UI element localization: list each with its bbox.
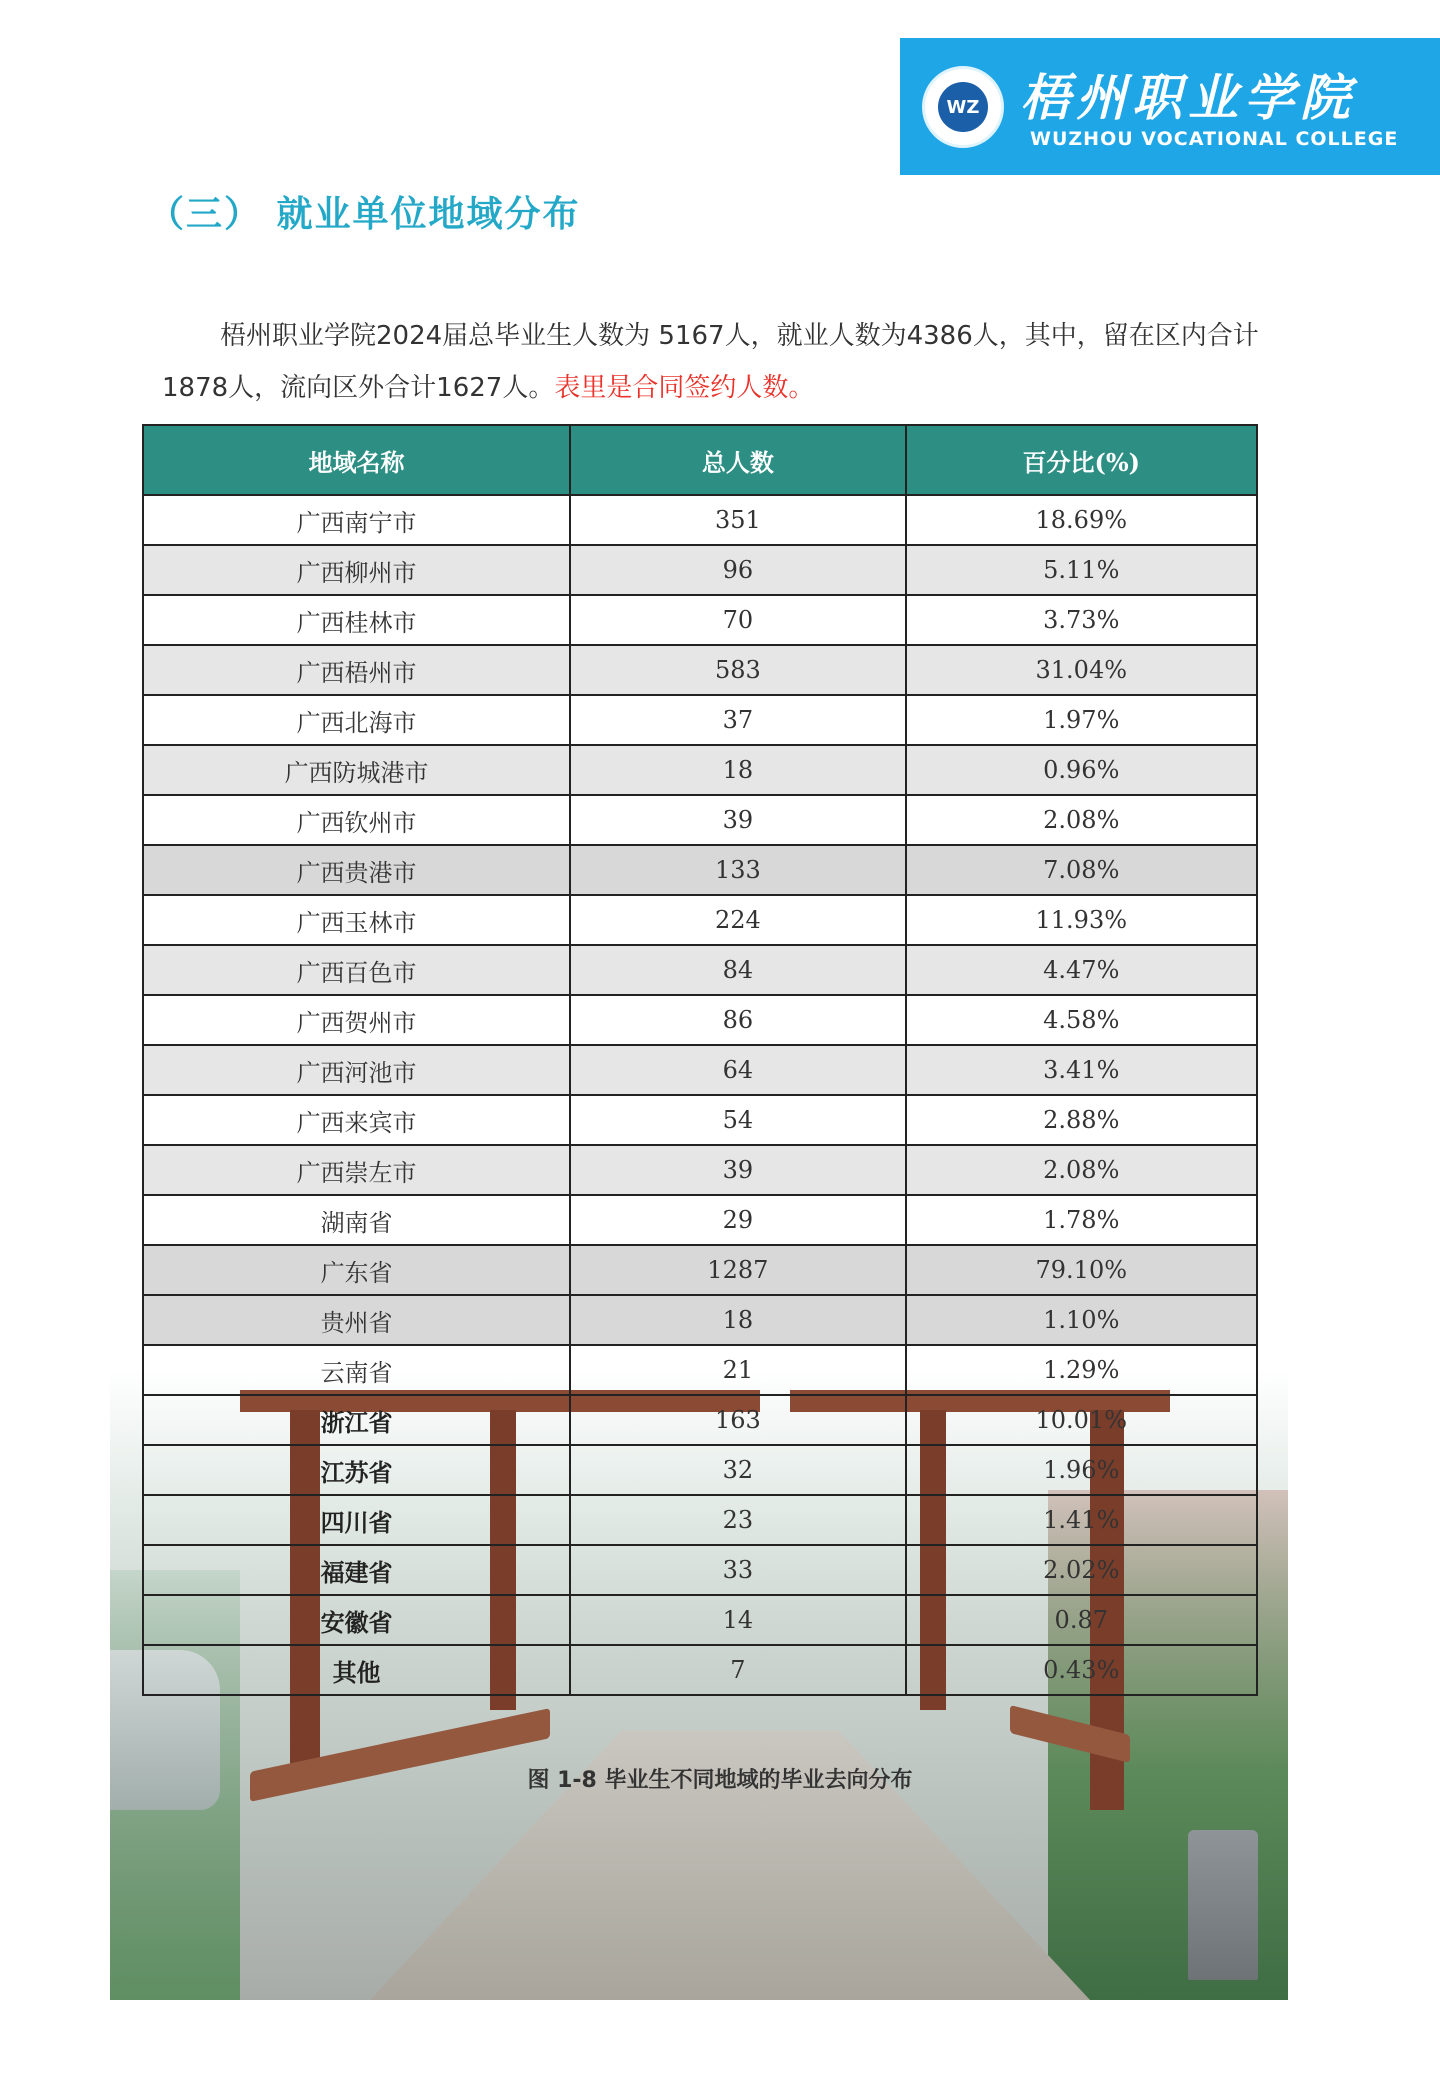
cell-percent: 5.11% bbox=[906, 545, 1257, 595]
college-name-cn: 梧州职业学院 bbox=[1020, 68, 1356, 127]
cell-count: 163 bbox=[570, 1395, 905, 1445]
cell-count: 224 bbox=[570, 895, 905, 945]
cell-region: 其他 bbox=[143, 1645, 570, 1695]
table-row bbox=[143, 1145, 1257, 1195]
cell-count: 583 bbox=[570, 645, 905, 695]
cell-percent: 1.10% bbox=[906, 1295, 1257, 1345]
cell-count: 1287 bbox=[570, 1245, 905, 1295]
table-row bbox=[143, 1545, 1257, 1595]
table-row bbox=[143, 495, 1257, 545]
cell-region: 广西玉林市 bbox=[143, 895, 570, 945]
cell-region: 广西贺州市 bbox=[143, 995, 570, 1045]
cell-region: 福建省 bbox=[143, 1545, 570, 1595]
table-row bbox=[143, 995, 1257, 1045]
cell-percent: 1.78% bbox=[906, 1195, 1257, 1245]
cell-region: 广西贵港市 bbox=[143, 845, 570, 895]
cell-percent: 4.58% bbox=[906, 995, 1257, 1045]
cell-count: 39 bbox=[570, 1145, 905, 1195]
cell-count: 96 bbox=[570, 545, 905, 595]
table-row bbox=[143, 795, 1257, 845]
cell-region: 云南省 bbox=[143, 1345, 570, 1395]
college-banner bbox=[900, 38, 1440, 175]
header-region: 地域名称 bbox=[143, 425, 570, 495]
cell-percent: 10.01% bbox=[906, 1395, 1257, 1445]
table-row bbox=[143, 1395, 1257, 1445]
cell-region: 广西南宁市 bbox=[143, 495, 570, 545]
table-header-row bbox=[143, 425, 1257, 495]
cell-region: 江苏省 bbox=[143, 1445, 570, 1495]
cell-percent: 18.69% bbox=[906, 495, 1257, 545]
cell-count: 54 bbox=[570, 1095, 905, 1145]
cell-count: 29 bbox=[570, 1195, 905, 1245]
cell-count: 70 bbox=[570, 595, 905, 645]
table-row bbox=[143, 845, 1257, 895]
cell-region: 浙江省 bbox=[143, 1395, 570, 1445]
cell-percent: 7.08% bbox=[906, 845, 1257, 895]
cell-region: 广西防城港市 bbox=[143, 745, 570, 795]
cell-region: 广西柳州市 bbox=[143, 545, 570, 595]
figure-caption: 图 1-8 毕业生不同地域的毕业去向分布 bbox=[527, 1768, 913, 1793]
table-row bbox=[143, 1495, 1257, 1545]
cell-count: 21 bbox=[570, 1345, 905, 1395]
table-row bbox=[143, 1345, 1257, 1395]
intro-paragraph bbox=[162, 310, 1262, 414]
table-row bbox=[143, 545, 1257, 595]
cell-region: 广西北海市 bbox=[143, 695, 570, 745]
logo-mark: WZ bbox=[938, 82, 988, 132]
cell-percent: 4.47% bbox=[906, 945, 1257, 995]
cell-count: 18 bbox=[570, 1295, 905, 1345]
cell-count: 37 bbox=[570, 695, 905, 745]
cell-count: 133 bbox=[570, 845, 905, 895]
cell-percent: 1.97% bbox=[906, 695, 1257, 745]
cell-count: 86 bbox=[570, 995, 905, 1045]
cell-percent: 2.08% bbox=[906, 795, 1257, 845]
cell-percent: 2.08% bbox=[906, 1145, 1257, 1195]
cell-region: 广西崇左市 bbox=[143, 1145, 570, 1195]
cell-count: 14 bbox=[570, 1595, 905, 1645]
table-row bbox=[143, 1095, 1257, 1145]
cell-percent: 3.41% bbox=[906, 1045, 1257, 1095]
cell-count: 18 bbox=[570, 745, 905, 795]
table-row bbox=[143, 745, 1257, 795]
cell-percent: 2.02% bbox=[906, 1545, 1257, 1595]
cell-region: 广西百色市 bbox=[143, 945, 570, 995]
table-row bbox=[143, 895, 1257, 945]
cell-count: 351 bbox=[570, 495, 905, 545]
cell-region: 广西钦州市 bbox=[143, 795, 570, 845]
table-row bbox=[143, 945, 1257, 995]
cell-count: 33 bbox=[570, 1545, 905, 1595]
cell-percent: 31.04% bbox=[906, 645, 1257, 695]
cell-region: 四川省 bbox=[143, 1495, 570, 1545]
cell-percent: 0.96% bbox=[906, 745, 1257, 795]
section-title: （三） 就业单位地域分布 bbox=[148, 194, 581, 235]
cell-region: 安徽省 bbox=[143, 1595, 570, 1645]
cell-percent: 2.88% bbox=[906, 1095, 1257, 1145]
cell-count: 23 bbox=[570, 1495, 905, 1545]
table-row bbox=[143, 645, 1257, 695]
cell-percent: 1.29% bbox=[906, 1345, 1257, 1395]
cell-count: 32 bbox=[570, 1445, 905, 1495]
cell-count: 64 bbox=[570, 1045, 905, 1095]
cell-percent: 0.87 bbox=[906, 1595, 1257, 1645]
cell-region: 广东省 bbox=[143, 1245, 570, 1295]
table-row bbox=[143, 1645, 1257, 1695]
table-row bbox=[143, 1045, 1257, 1095]
table-row bbox=[143, 695, 1257, 745]
cell-percent: 0.43% bbox=[906, 1645, 1257, 1695]
table-row bbox=[143, 1595, 1257, 1645]
header-percent: 百分比(%) bbox=[906, 425, 1257, 495]
college-logo bbox=[922, 66, 1004, 148]
cell-count: 7 bbox=[570, 1645, 905, 1695]
stone-lantern bbox=[1188, 1830, 1258, 1980]
cell-percent: 11.93% bbox=[906, 895, 1257, 945]
cell-percent: 1.96% bbox=[906, 1445, 1257, 1495]
table-row bbox=[143, 1245, 1257, 1295]
cell-region: 广西来宾市 bbox=[143, 1095, 570, 1145]
cell-percent: 3.73% bbox=[906, 595, 1257, 645]
table-row bbox=[143, 595, 1257, 645]
table-body bbox=[143, 495, 1257, 1695]
intro-text: 梧州职业学院2024届总毕业生人数为 5167人，就业人数为4386人，其中，留在区内合计1878人，流向区外合计1627人。 bbox=[162, 321, 1259, 403]
cell-percent: 1.41% bbox=[906, 1495, 1257, 1545]
cell-region: 广西梧州市 bbox=[143, 645, 570, 695]
cell-region: 湖南省 bbox=[143, 1195, 570, 1245]
region-distribution-table bbox=[142, 424, 1258, 1696]
table-row bbox=[143, 1445, 1257, 1495]
cell-count: 84 bbox=[570, 945, 905, 995]
cell-count: 39 bbox=[570, 795, 905, 845]
intro-highlight: 表里是合同签约人数。 bbox=[554, 373, 815, 403]
college-name-en: WUZHOU VOCATIONAL COLLEGE bbox=[1030, 128, 1399, 150]
cell-region: 广西桂林市 bbox=[143, 595, 570, 645]
table-row bbox=[143, 1195, 1257, 1245]
header-count: 总人数 bbox=[570, 425, 905, 495]
cell-region: 贵州省 bbox=[143, 1295, 570, 1345]
cell-region: 广西河池市 bbox=[143, 1045, 570, 1095]
table-row bbox=[143, 1295, 1257, 1345]
cell-percent: 79.10% bbox=[906, 1245, 1257, 1295]
